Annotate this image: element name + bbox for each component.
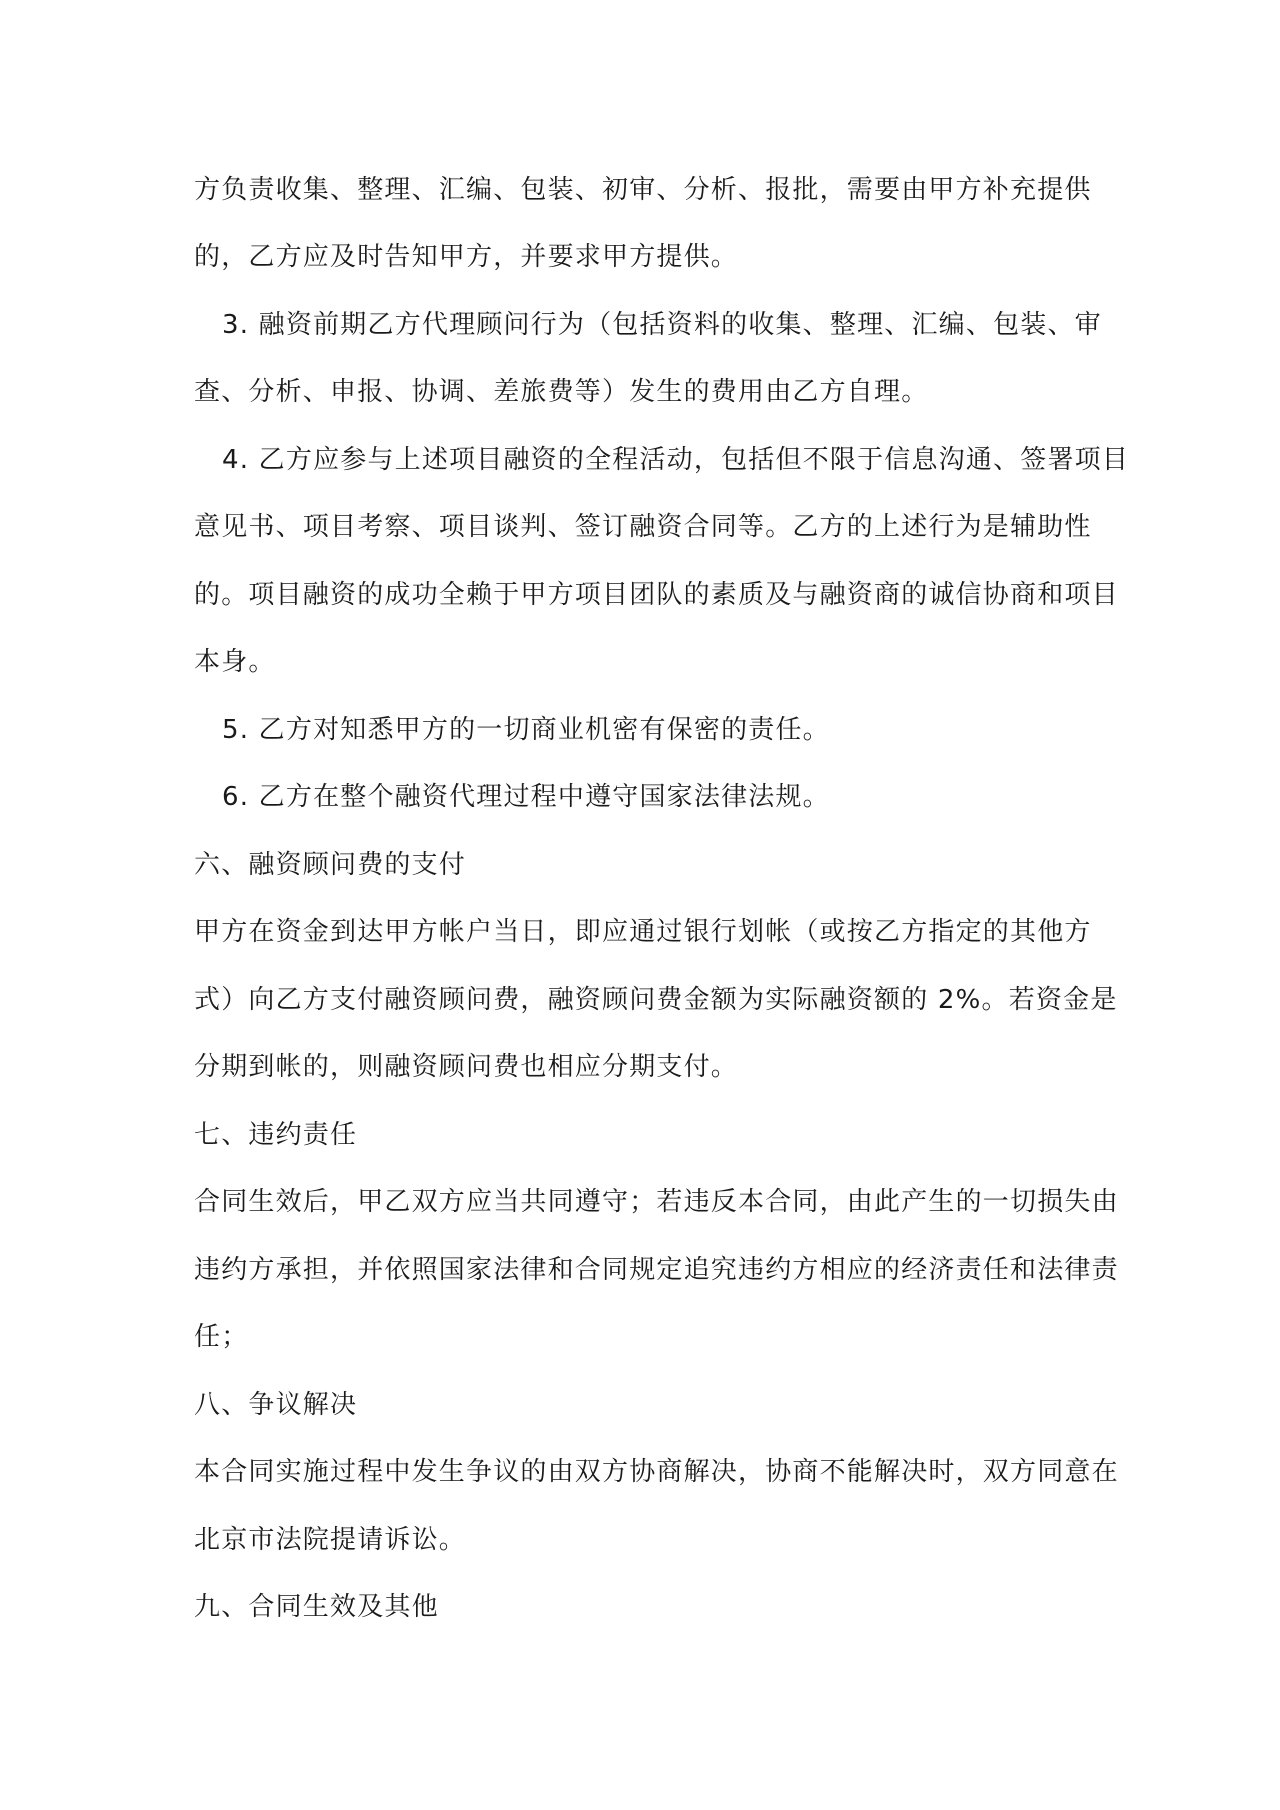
list-item-5: 5. 乙方对知悉甲方的一切商业机密有保密的责任。	[222, 715, 830, 745]
text-line: 任；	[194, 1322, 249, 1352]
text-line: 的，乙方应及时告知甲方，并要求甲方提供。	[194, 242, 739, 272]
text-line: 违约方承担，并依照国家法律和合同规定追究违约方相应的经济责任和法律责	[194, 1255, 1119, 1285]
text-line: 方负责收集、整理、汇编、包装、初审、分析、报批，需要由甲方补充提供	[194, 175, 1092, 205]
section-heading-7: 七、违约责任	[194, 1120, 358, 1150]
list-item-3: 3. 融资前期乙方代理顾问行为（包括资料的收集、整理、汇编、包装、审	[222, 310, 1102, 340]
text-line: 意见书、项目考察、项目谈判、签订融资合同等。乙方的上述行为是辅助性	[194, 512, 1092, 542]
section-heading-6: 六、融资顾问费的支付	[194, 850, 467, 880]
text-line: 式）向乙方支付融资顾问费，融资顾问费金额为实际融资额的 2%。若资金是	[194, 985, 1118, 1015]
text-line: 北京市法院提请诉讼。	[194, 1525, 467, 1555]
section-heading-8: 八、争议解决	[194, 1390, 358, 1420]
list-item-4: 4. 乙方应参与上述项目融资的全程活动，包括但不限于信息沟通、签署项目	[222, 445, 1130, 475]
text-line: 查、分析、申报、协调、差旅费等）发生的费用由乙方自理。	[194, 377, 929, 407]
text-line: 分期到帐的，则融资顾问费也相应分期支付。	[194, 1052, 739, 1082]
section-heading-9: 九、合同生效及其他	[194, 1592, 439, 1622]
text-line: 的。项目融资的成功全赖于甲方项目团队的素质及与融资商的诚信协商和项目	[194, 580, 1119, 610]
list-item-6: 6. 乙方在整个融资代理过程中遵守国家法律法规。	[222, 782, 830, 812]
text-line: 甲方在资金到达甲方帐户当日，即应通过银行划帐（或按乙方指定的其他方	[194, 917, 1092, 947]
text-line: 本合同实施过程中发生争议的由双方协商解决，协商不能解决时，双方同意在	[194, 1457, 1119, 1487]
text-line: 合同生效后，甲乙双方应当共同遵守；若违反本合同，由此产生的一切损失由	[194, 1187, 1119, 1217]
text-line: 本身。	[194, 647, 276, 677]
